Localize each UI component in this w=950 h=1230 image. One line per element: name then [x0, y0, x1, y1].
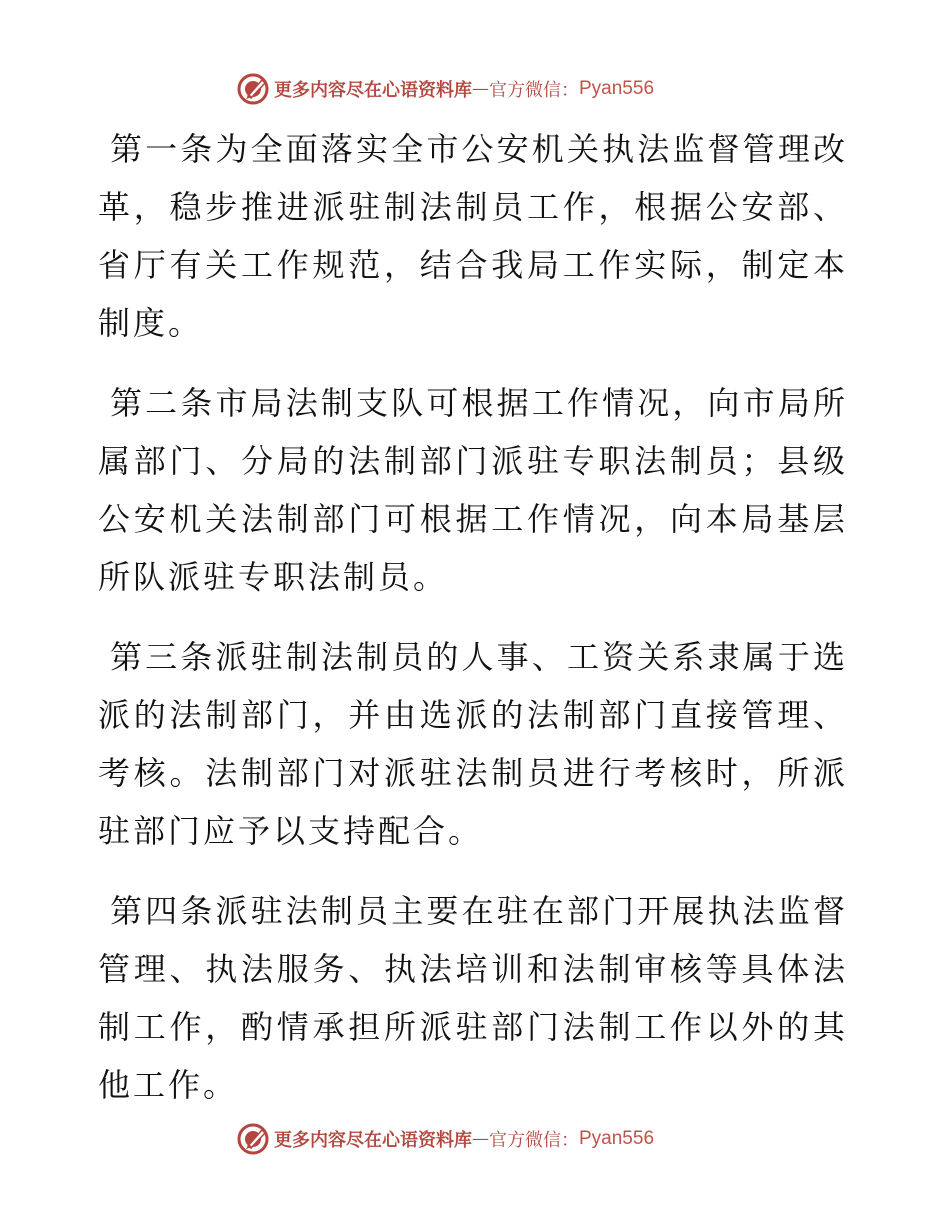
header-wechat-id: Pyan556	[579, 78, 655, 99]
header-brand-text: 更多内容尽在心语资料库	[274, 80, 472, 101]
header-separator: —	[472, 79, 489, 99]
article-body	[98, 120, 848, 1136]
footer-brand-text: 更多内容尽在心语资料库	[274, 1130, 472, 1151]
article-paragraph-2: 第二条市局法制支队可根据工作情况，向市局所属部门、分局的法制部门派驻专职法制员；县级公安机关法制部门可根据工作情况，向本局基层所队派驻专职法制员。	[98, 384, 848, 596]
article-paragraph-3: 第三条派驻制法制员的人事、工资关系隶属于选派的法制部门，并由选派的法制部门直接管理、考核。法制部门对派驻法制员进行考核时，所派驻部门应予以支持配合。	[98, 638, 848, 850]
header-banner	[236, 72, 716, 106]
footer-banner	[236, 1122, 716, 1156]
footer-wechat-label: 官方微信：	[489, 1130, 579, 1151]
pen-logo-icon	[236, 72, 270, 106]
article-paragraph-4: 第四条派驻法制员主要在驻在部门开展执法监督管理、执法服务、执法培训和法制审核等具体法制工作，酌情承担所派驻部门法制工作以外的其他工作。	[98, 892, 848, 1104]
footer-wechat-id: Pyan556	[579, 1128, 655, 1149]
footer-separator: —	[472, 1129, 489, 1149]
article-paragraph-1: 第一条为全面落实全市公安机关执法监督管理改革，稳步推进派驻制法制员工作，根据公安部、省厅有关工作规范，结合我局工作实际，制定本制度。	[98, 130, 848, 342]
header-wechat-label: 官方微信：	[489, 80, 579, 101]
pen-logo-icon	[236, 1122, 270, 1156]
